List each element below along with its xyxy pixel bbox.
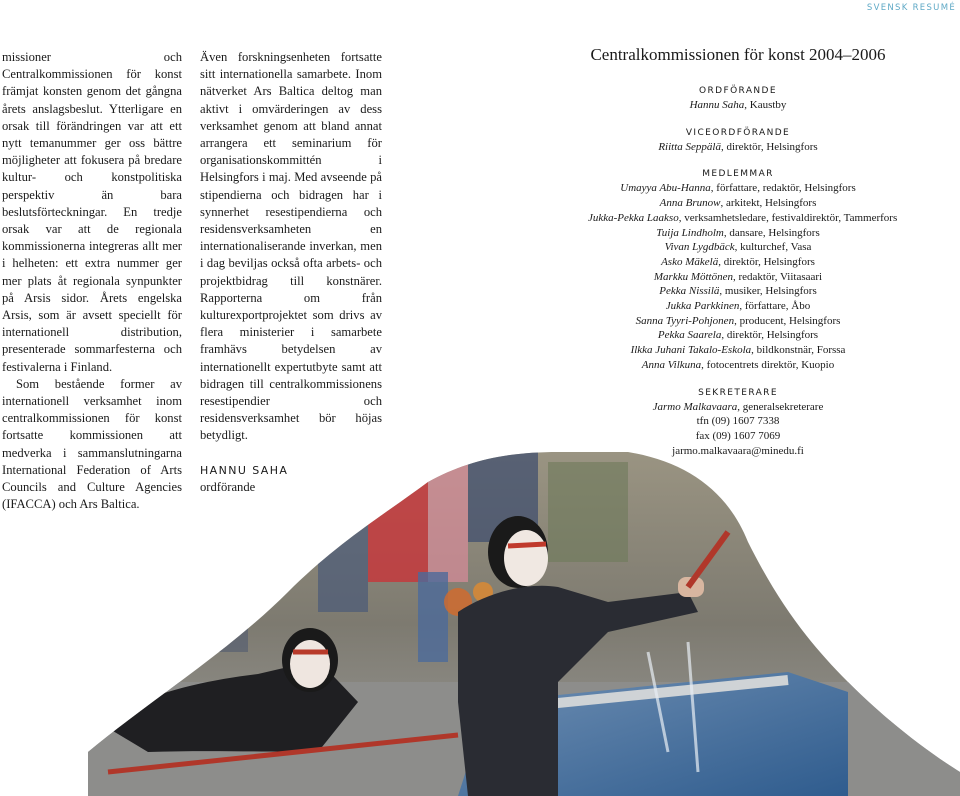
person-detail: , arkitekt, Helsingfors <box>720 197 817 210</box>
person-detail: , dansare, Helsingfors <box>723 226 820 239</box>
member-entry <box>588 299 888 314</box>
member-entry <box>588 270 888 285</box>
person-name: Jarmo Malkavaara <box>652 400 738 413</box>
person-detail: , direktör, Helsingfors <box>721 329 819 342</box>
person-detail: , författare, redaktör, Helsingfors <box>710 182 856 195</box>
person-name: Asko Mäkelä <box>661 255 719 268</box>
person-detail: , författare, Åbo <box>739 300 811 313</box>
person-name: Pekka Saarela <box>657 329 722 342</box>
person-name: Pekka Nissilä <box>659 285 720 298</box>
member-entry <box>588 181 888 196</box>
signature-name: HANNU SAHA <box>200 463 289 477</box>
vice-chair-heading: VICEORDFÖRANDE <box>685 127 791 138</box>
running-head: SVENSK RESUMÉ <box>866 3 956 13</box>
person-name: Markku Möttönen <box>653 270 733 283</box>
person-detail: , producent, Helsingfors <box>734 314 841 327</box>
person-detail: , bildkonstnär, Forssa <box>751 344 846 357</box>
member-entry <box>588 343 888 358</box>
phone-number: tfn (09) 1607 7338 <box>696 415 780 428</box>
member-entry <box>588 328 888 343</box>
members-heading: MEDLEMMAR <box>702 169 774 180</box>
signature-role: ordförande <box>200 479 256 494</box>
person-detail: , Kaustby <box>744 99 787 111</box>
member-entry <box>588 358 888 373</box>
member-entry <box>588 314 888 329</box>
paragraph: missioner och Centralkommissionen för konst främjat konsten genom det gångna årets anslagsbeslut. Ytterligare en orsak till förändringen var att ett nytt temanummer ger oss bättre möjligheter att fokusera på bredare kultur- och konstpolitiska perspektiv än bara beslutsförteckningar. En tredje orsak var att de regionala kommissionerna integreras allt mer i helheten: ett extra nummer ger mer plats åt regionala synpunkter på Arsis sidor. Årets engelska Arsis, som är avsett speciellt för internationell distribution, presenterade sommarfesterna och festivalerna i Finland. <box>2 50 182 374</box>
person-name: Riitta Seppälä <box>658 140 721 153</box>
person-detail: , fotocentrets direktör, Kuopio <box>701 358 835 371</box>
person-name: Ilkka Juhani Takalo-Eskola <box>630 344 752 357</box>
photo-illustration <box>88 452 960 796</box>
person-name: Anna Brunow <box>659 197 721 210</box>
person-name: Sanna Tyyri-Pohjonen <box>635 314 735 327</box>
chair-heading: ORDFÖRANDE <box>699 86 777 96</box>
secretary-heading: SEKRETERARE <box>698 387 778 398</box>
person-detail: , generalsekreterare <box>737 400 824 413</box>
email-address: jarmo.malkavaara@minedu.fi <box>672 444 804 457</box>
committee-title: Centralkommissionen för konst 2004–2006 <box>590 45 886 64</box>
text-column-2 <box>200 49 382 495</box>
person-name: Vivan Lygdbäck <box>664 241 735 254</box>
person-detail: , verksamhetsledare, festivaldirektör, Tammerfors <box>678 211 898 224</box>
secretary-entry <box>588 400 888 415</box>
person-detail: , direktör, Helsingfors <box>720 140 818 153</box>
paragraph: Som bestående former av internationell verksamhet inom centralkommissionen för konst fortsatte kommissionen att medverka i sammanslutningarna International Federation of Arts Councils and Culture Agencies (IFACCA) och Ars Baltica. <box>2 376 182 512</box>
committee-list <box>588 44 898 458</box>
chair-entry <box>588 98 888 113</box>
person-detail: , direktör, Helsingfors <box>718 255 815 268</box>
person-detail: , kulturchef, Vasa <box>734 241 812 254</box>
member-entry <box>588 255 888 270</box>
person-detail: , redaktör, Viitasaari <box>733 270 823 283</box>
vice-chair-entry <box>588 140 888 155</box>
person-name: Hannu Saha <box>689 99 745 111</box>
member-entry <box>588 226 888 241</box>
members-list <box>588 181 898 372</box>
person-name: Jukka-Pekka Laakso <box>588 211 679 224</box>
member-entry <box>588 196 888 211</box>
person-name: Anna Vilkuna <box>641 358 702 371</box>
fax-number: fax (09) 1607 7069 <box>695 429 781 442</box>
paragraph: Även forskningsenheten fortsatte sitt internationella samarbete. Inom nätverket Ars Baltica deltog man aktivt i omvärderingen av dess verksamhet genom att bland annat arrangera ett seminarium för organisationskommittén i Helsingfors i maj. Med avseende på stipendierna och bidragen har i synnerhet resestipendierna och residensverksamheten en internationaliserande inverkan, men i dag beviljas också ofta arbets- och projektbidrag till konstnärer. Rapporterna om från kulturexportprojektet som drivs av flera ministerier i samarbete framhävs betydelsen av internationellt expertutbyte samt att bidragen till centralkommissionens resestipendier och residensverksamhet bör höjas betydligt. <box>200 50 382 443</box>
person-name: Umayya Abu-Hanna <box>620 182 711 195</box>
member-entry <box>588 284 888 299</box>
performance-photo <box>88 452 960 796</box>
text-column-1 <box>2 49 182 513</box>
person-name: Tuija Lindholm <box>656 226 724 239</box>
person-detail: , musiker, Helsingfors <box>719 285 817 298</box>
person-name: Jukka Parkkinen <box>665 300 740 313</box>
member-entry <box>588 240 888 255</box>
member-entry <box>588 211 898 226</box>
